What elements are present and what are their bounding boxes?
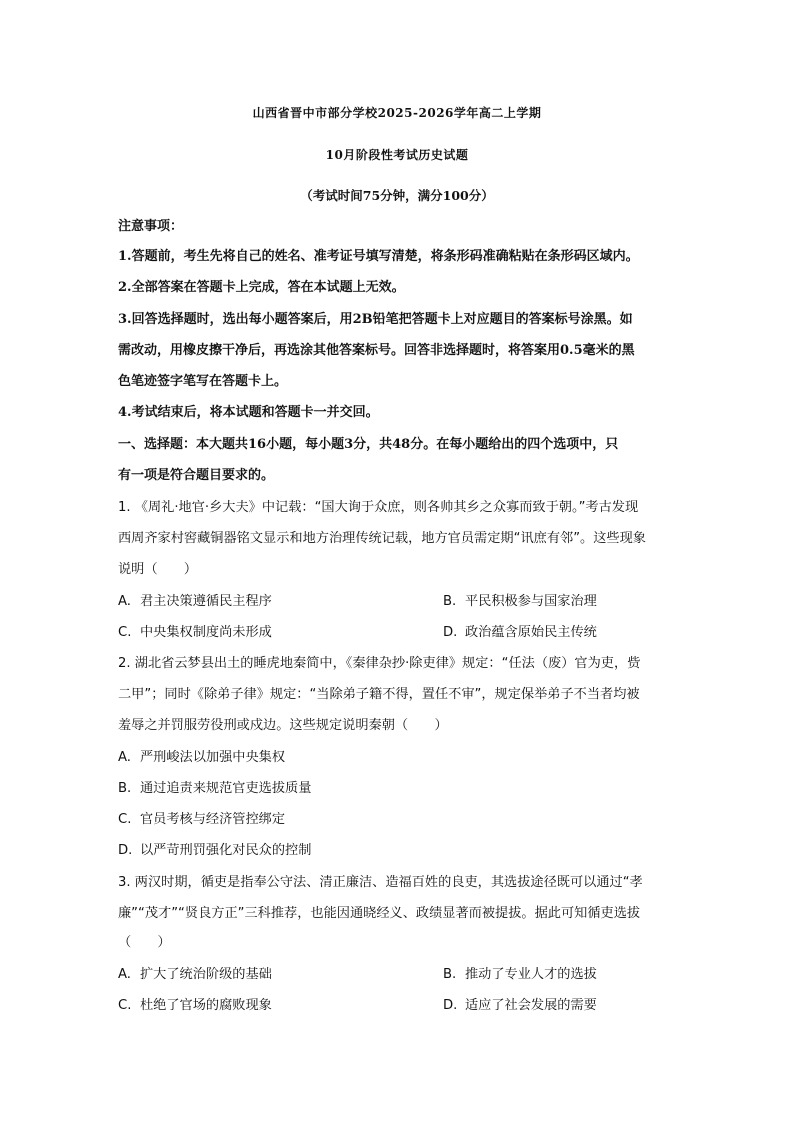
option-key: B. [118, 781, 132, 796]
question-1-option-b [443, 593, 597, 611]
note-2: 2.全部答案在答题卡上完成，答在本试题上无效。 [118, 280, 405, 295]
question-1-option-d [443, 624, 597, 642]
option-text: 君主决策遵循民主程序 [140, 594, 272, 609]
exam-title-line1: 山西省晋中市部分学校2025-2026学年高二上学期 [252, 106, 542, 120]
question-1-line2: 西周齐家村窖藏铜器铭文显示和地方治理传统记载，地方官员需定期“讯庶有邻”。这些现象 [118, 531, 646, 546]
question-1-line1: 1. 《周礼·地官·乡大夫》中记载：“国大询于众庶，则各帅其乡之众寡而致于朝。”考古发现 [118, 500, 639, 515]
question-3-line2: 廉”“茂才”“贤良方正”三科推荐，也能因通晓经义、政绩显著而被提拔。据此可知循吏选拔 [118, 906, 641, 921]
section-heading-line2: 有一项是符合题目要求的。 [118, 468, 275, 483]
question-3-option-d [443, 997, 597, 1015]
question-2-option-c [118, 811, 285, 829]
question-2-line3: 羞辱之并罚服劳役刑或戍边。这些规定说明秦朝（ ） [118, 718, 448, 733]
option-key: D. [443, 625, 458, 640]
question-3-line3: （ ） [118, 935, 171, 950]
option-key: C. [118, 812, 132, 827]
question-2-line2: 二甲”；同时《除弟子律》规定：“当除弟子籍不得，置任不审”，规定保举弟子不当者均被 [118, 687, 640, 702]
option-key: D. [118, 843, 133, 858]
exam-title-line2: 10月阶段性考试历史试题 [325, 148, 469, 162]
option-text: 适应了社会发展的需要 [465, 998, 597, 1013]
option-key: B. [443, 594, 457, 609]
option-text: 通过追责来规范官吏选拔质量 [140, 781, 312, 796]
option-text: 扩大了统治阶级的基础 [140, 967, 272, 982]
question-1-line3: 说明（ ） [118, 562, 198, 577]
note-3-line3: 色笔迹签字笔写在答题卡上。 [118, 374, 288, 389]
option-text: 以严苛刑罚强化对民众的控制 [140, 843, 312, 858]
question-3-option-c [118, 997, 272, 1015]
option-text: 政治蕴含原始民主传统 [465, 625, 597, 640]
option-text: 官员考核与经济管控绑定 [140, 812, 286, 827]
option-text: 严刑峻法以加强中央集权 [140, 750, 286, 765]
option-key: A. [118, 750, 131, 765]
option-text: 平民积极参与国家治理 [465, 594, 597, 609]
section-heading-line1: 一、选择题：本大题共16小题，每小题3分，共48分。在每小题给出的四个选项中，只 [118, 437, 619, 452]
option-text: 中央集权制度尚未形成 [140, 625, 272, 640]
question-3-option-a [118, 966, 272, 984]
question-2-option-b [118, 780, 311, 798]
option-key: C. [118, 998, 132, 1013]
note-4: 4.考试结束后，将本试题和答题卡一并交回。 [118, 405, 379, 420]
option-key: D. [443, 998, 458, 1013]
question-3-line1: 3. 两汉时期，循吏是指奉公守法、清正廉洁、造福百姓的良吏，其选拔途径既可以通过“孝 [118, 875, 643, 890]
option-text: 推动了专业人才的选拔 [465, 967, 597, 982]
question-1-option-a [118, 593, 272, 611]
exam-subtitle: （考试时间75分钟，满分100分） [300, 188, 494, 203]
question-2-option-d [118, 842, 311, 860]
question-2-line1: 2. 湖北省云梦县出土的睡虎地秦简中，《秦律杂抄·除吏律》规定：“任法（废）官为吏，赀 [118, 656, 641, 671]
option-key: B. [443, 967, 457, 982]
question-1-option-c [118, 624, 272, 642]
note-1: 1.答题前，考生先将自己的姓名、准考证号填写清楚，将条形码准确粘贴在条形码区域内。 [118, 249, 639, 264]
note-3-line1: 3.回答选择题时，选出每小题答案后，用2B铅笔把答题卡上对应题目的答案标号涂黑。如 [118, 312, 633, 327]
option-key: A. [118, 967, 131, 982]
option-text: 杜绝了官场的腐败现象 [140, 998, 272, 1013]
note-3-line2: 需改动，用橡皮擦干净后，再选涂其他答案标号。回答非选择题时，将答案用0.5毫米的黑 [118, 343, 635, 358]
option-key: C. [118, 625, 132, 640]
question-3-option-b [443, 966, 597, 984]
notes-heading: 注意事项： [118, 219, 184, 234]
option-key: A. [118, 594, 131, 609]
question-2-option-a [118, 749, 285, 767]
